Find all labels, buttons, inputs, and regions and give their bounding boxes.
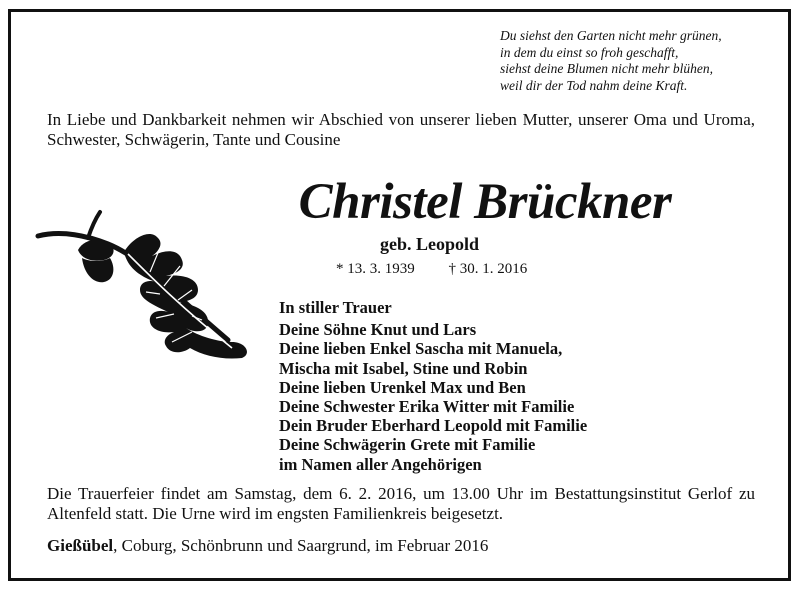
birth-date: * 13. 3. 1939 bbox=[336, 261, 415, 277]
mourner-line: Deine lieben Enkel Sascha mit Manuela, bbox=[279, 339, 563, 359]
funeral-service-text: Die Trauerfeier findet am Samstag, dem 6. 2. 2016, um 13.00 Uhr im Bestattungsinstitut Gerlof zu Altenfeld statt. Die Urne wird im engsten Familienkreis beigesetzt. bbox=[47, 484, 755, 523]
place-date-line bbox=[47, 536, 488, 556]
poem bbox=[500, 28, 785, 94]
intro-text: In Liebe und Dankbarkeit nehmen wir Abschied von unserer lieben Mutter, unserer Oma und Uroma, Schwester, Schwägerin, Tante und Cousine bbox=[47, 110, 755, 149]
acorn-cap bbox=[78, 240, 114, 261]
deceased-name: Christel Brückner bbox=[298, 174, 672, 230]
poem-line: in dem du einst so froh geschafft, bbox=[500, 44, 679, 60]
mourner-line: Deine Schwester Erika Witter mit Familie bbox=[279, 397, 575, 417]
place-rest: , Coburg, Schönbrunn und Saargrund, im Februar 2016 bbox=[113, 536, 489, 555]
acorn-nut bbox=[82, 258, 113, 282]
mourners-lead: In stiller Trauer bbox=[279, 298, 392, 317]
mourner-line: im Namen aller Angehörigen bbox=[279, 454, 482, 474]
place-town: Gießübel bbox=[47, 536, 114, 555]
poem-line: siehst deine Blumen nicht mehr blühen, bbox=[500, 61, 713, 76]
mourner-line: Dein Bruder Eberhard Leopold mit Familie bbox=[279, 416, 588, 436]
mourner-line: Mischa mit Isabel, Stine und Robin bbox=[279, 358, 528, 378]
mourner-line: Deine Schwägerin Grete mit Familie bbox=[279, 435, 536, 455]
oak-leaf-acorn-icon bbox=[32, 208, 254, 360]
acorn-stalk bbox=[88, 212, 100, 238]
poem-line: Du siehst den Garten nicht mehr grünen, bbox=[500, 28, 722, 43]
death-date: † 30. 1. 2016 bbox=[448, 261, 528, 277]
maiden-name: geb. Leopold bbox=[380, 234, 480, 254]
mourner-line: Deine Söhne Knut und Lars bbox=[279, 320, 477, 340]
poem-line: weil dir der Tod nahm deine Kraft. bbox=[500, 77, 688, 93]
life-dates bbox=[336, 261, 527, 278]
mourners-list bbox=[279, 298, 587, 474]
mourner-line: Deine lieben Urenkel Max und Ben bbox=[279, 377, 526, 397]
